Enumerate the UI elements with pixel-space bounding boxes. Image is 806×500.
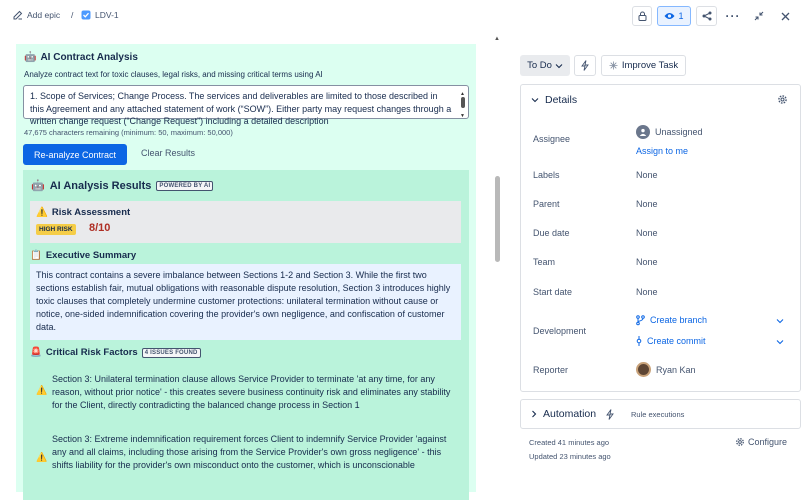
chevron-down-icon <box>555 63 563 69</box>
start-date-label: Start date <box>533 287 573 297</box>
assignee-name: Unassigned <box>655 127 703 137</box>
automation-actions-button[interactable] <box>574 55 596 76</box>
warning-icon: ⚠️ <box>36 207 48 218</box>
contract-textarea[interactable] <box>23 85 469 126</box>
main-scrollbar[interactable] <box>492 36 502 492</box>
risk-factor-text: Section 3: Unilateral termination clause allows Service Provider to terminate 'at any time, for any reason, without prior notice' - this creates severe business continuity risk and eliminates any stability for the Client, directly contradicting the balanced change process in Section 1 <box>52 374 451 410</box>
more-actions-button[interactable] <box>723 6 743 26</box>
branch-icon <box>636 315 645 325</box>
risk-factor-item <box>30 373 461 413</box>
lock-icon <box>638 11 647 21</box>
executive-summary-heading-text: Executive Summary <box>45 250 137 261</box>
add-epic-label: Add epic <box>27 10 61 20</box>
alarm-icon: 🚨 <box>30 347 42 358</box>
checkbox-task-icon <box>81 10 91 20</box>
user-icon <box>639 128 647 136</box>
details-panel <box>520 84 801 392</box>
parent-label: Parent <box>533 199 560 209</box>
collapse-button[interactable] <box>749 6 769 26</box>
avatar <box>636 362 651 377</box>
reporter-name: Ryan Kan <box>656 364 696 375</box>
lightning-icon <box>606 409 614 420</box>
executive-summary-heading <box>30 250 136 261</box>
tool-description: Analyze contract text for toxic clauses, legal risks, and missing critical terms using AI <box>24 70 323 79</box>
watch-button[interactable] <box>657 6 691 26</box>
improve-task-label: Improve Task <box>621 60 679 71</box>
chevron-down-icon[interactable] <box>776 339 784 345</box>
status-dropdown[interactable] <box>520 55 570 76</box>
labels-label: Labels <box>533 170 560 180</box>
team-value[interactable]: None <box>636 257 658 267</box>
risk-factor-item <box>30 433 461 487</box>
commit-icon <box>636 336 642 346</box>
create-commit-link[interactable] <box>636 336 706 346</box>
robot-icon: 🤖 <box>31 180 45 192</box>
chevron-down-icon[interactable] <box>776 318 784 324</box>
top-bar <box>0 0 806 32</box>
textarea-scroll-thumb[interactable] <box>461 97 465 108</box>
team-label: Team <box>533 257 556 267</box>
improve-task-button[interactable] <box>601 55 686 76</box>
share-button[interactable] <box>696 6 717 26</box>
issue-key-link[interactable] <box>81 10 119 20</box>
results-title <box>31 179 213 192</box>
assignee-label: Assignee <box>533 134 571 144</box>
close-button[interactable] <box>775 6 795 26</box>
lock-button[interactable] <box>632 6 652 26</box>
risk-assessment-box <box>30 201 461 243</box>
ai-contract-panel <box>16 44 476 492</box>
collapse-icon <box>754 11 764 21</box>
gear-icon <box>735 437 745 447</box>
clear-results-button[interactable]: Clear Results <box>141 148 196 158</box>
tool-title <box>24 52 138 63</box>
reporter-label: Reporter <box>533 365 569 375</box>
critical-risk-heading <box>30 347 201 358</box>
analysis-results <box>23 170 469 500</box>
start-date-value[interactable]: None <box>636 287 658 297</box>
share-icon <box>702 11 712 21</box>
status-label: To Do <box>527 60 552 71</box>
critical-risk-heading-text: Critical Risk Factors <box>45 347 138 358</box>
avatar <box>636 125 650 139</box>
risk-assessment-heading-text: Risk Assessment <box>51 207 131 218</box>
risk-score: 8/10 <box>89 222 111 234</box>
configure-label: Configure <box>748 437 788 447</box>
assign-to-me-link[interactable]: Assign to me <box>636 146 689 156</box>
risk-assessment-heading <box>36 207 130 218</box>
main-scroll-thumb[interactable] <box>495 176 500 262</box>
due-date-label: Due date <box>533 228 570 238</box>
warning-icon: ⚠️ <box>36 452 48 462</box>
issue-key: LDV-1 <box>95 10 119 20</box>
risk-level-badge: HIGH RISK <box>36 224 76 235</box>
details-header[interactable] <box>531 94 577 106</box>
tool-title-text: AI Contract Analysis <box>40 52 138 63</box>
create-branch-link[interactable] <box>636 315 707 325</box>
breadcrumb-separator: / <box>71 10 74 20</box>
eye-icon <box>664 12 675 20</box>
clipboard-icon: 📋 <box>30 250 42 261</box>
due-date-value[interactable]: None <box>636 228 658 238</box>
chevron-down-icon <box>531 97 539 103</box>
chars-remaining: 47,675 characters remaining (minimum: 50, maximum: 50,000) <box>24 128 233 137</box>
watch-count: 1 <box>678 11 684 21</box>
reporter-value[interactable] <box>636 362 696 377</box>
lightning-icon <box>581 60 589 71</box>
scroll-up-arrow-icon[interactable]: ▲ <box>460 91 465 97</box>
close-icon <box>781 12 790 21</box>
contract-text: 1. Scope of Services; Change Process. The services and deliverables are limited to those described in this Agreement and any attached statement of work (“SOW”). Either party may request changes through a written change request (“Change Request”) including a detailed description <box>30 91 452 126</box>
issues-found-badge: 4 ISSUES FOUND <box>142 348 201 358</box>
robot-icon: 🤖 <box>24 52 37 63</box>
create-commit-label: Create commit <box>647 336 706 346</box>
edit-icon <box>13 10 23 20</box>
textarea-scrollbar[interactable] <box>460 88 466 118</box>
parent-value[interactable]: None <box>636 199 658 209</box>
created-timestamp: Created 41 minutes ago <box>529 438 610 447</box>
gear-icon[interactable] <box>777 94 788 105</box>
powered-by-ai-badge: POWERED BY AI <box>156 181 213 191</box>
add-epic-link[interactable] <box>13 10 60 20</box>
labels-value[interactable]: None <box>636 170 658 180</box>
development-label: Development <box>533 326 587 336</box>
warning-icon: ⚠️ <box>36 385 48 395</box>
rule-executions-label: Rule executions <box>631 410 685 419</box>
scroll-down-arrow-icon[interactable]: ▼ <box>460 113 465 119</box>
sparkle-icon <box>609 61 618 70</box>
configure-button[interactable] <box>735 437 787 447</box>
executive-summary-text: This contract contains a severe imbalance between Sections 1-2 and Section 3. While the first two sections establish fair, mutual obligations with reasonable dispute resolution, Section 3 introduces highly toxic clauses that completely undermine customer protections: unilateral termination without cause or notice, one-sided indemnification covering the provider's own negligence, and confiscation of customer data. <box>30 264 461 340</box>
scroll-up-arrow-icon[interactable]: ▲ <box>494 36 500 42</box>
automation-header[interactable] <box>531 408 614 420</box>
reanalyze-button[interactable]: Re-analyze Contract <box>23 144 127 165</box>
updated-timestamp: Updated 23 minutes ago <box>529 452 611 461</box>
risk-factor-text: Section 3: Extreme indemnification requirement forces Client to indemnify Service Provider 'against any and all claims, including those arising from the Service Provider's own gross negligence' - this shifts liability for the provider's own misconduct onto the customer, which is unconscionable <box>52 434 447 470</box>
assignee-value[interactable] <box>636 125 703 139</box>
more-icon: ··· <box>725 9 741 23</box>
automation-panel[interactable] <box>520 399 801 429</box>
results-title-text: AI Analysis Results <box>49 179 152 192</box>
automation-title: Automation <box>543 408 597 420</box>
create-branch-label: Create branch <box>650 315 708 325</box>
chevron-right-icon <box>531 410 537 418</box>
details-title: Details <box>545 94 578 106</box>
